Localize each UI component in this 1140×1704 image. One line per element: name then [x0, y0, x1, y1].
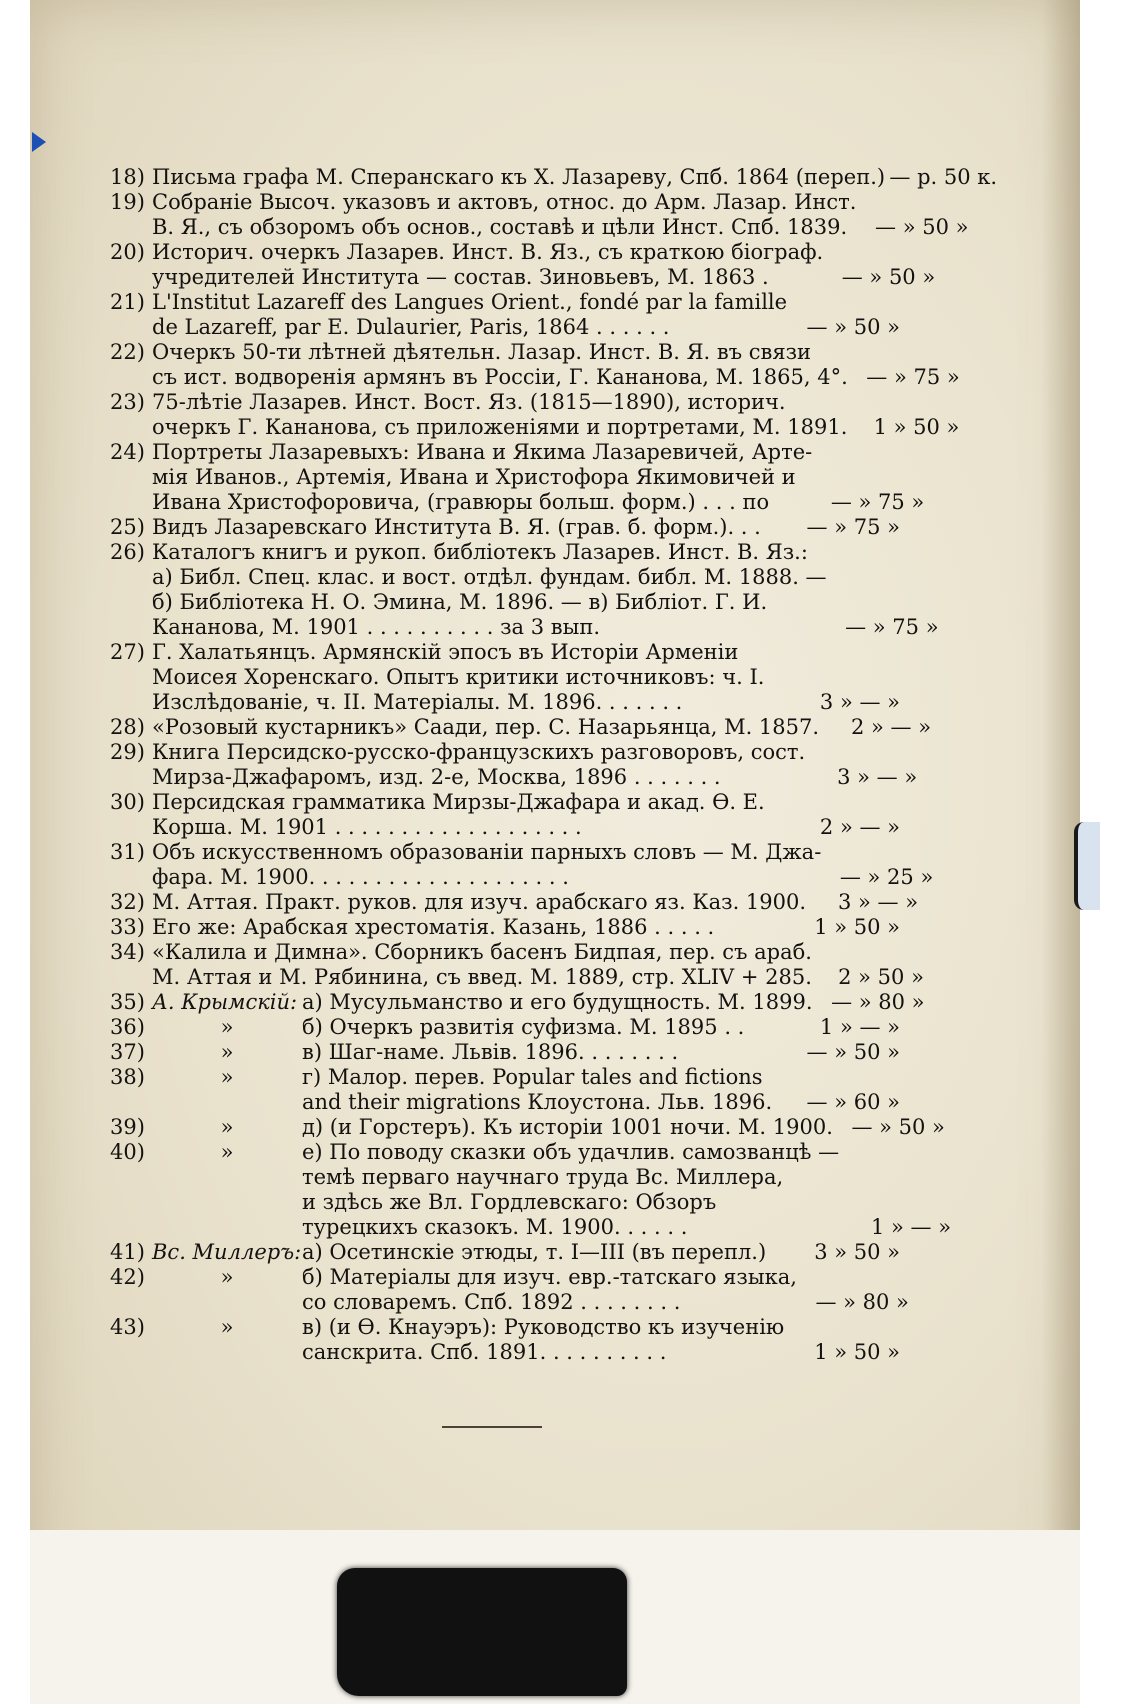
entry-text: М. Аттая и М. Рябинина, съ введ. М. 1889, стр. XLIV + 285.	[152, 965, 812, 989]
entry-price	[812, 940, 924, 965]
catalog-entry	[110, 1240, 900, 1265]
entry-line	[152, 215, 968, 240]
entry-line	[152, 540, 939, 565]
catalog-entry	[110, 240, 936, 290]
entry-number: 18)	[110, 165, 145, 189]
entry-text: L'Institut Lazareff des Langues Orient., fondé par la famille	[152, 290, 788, 314]
entry-price: 2 » 50 »	[838, 965, 924, 989]
entry-line	[302, 990, 925, 1015]
entry-number: 37)	[110, 1040, 145, 1064]
entry-text: очеркъ Г. Кананова, съ приложеніями и портретами, М. 1891.	[152, 415, 848, 439]
entry-line	[152, 240, 935, 265]
entry-number: 36)	[110, 1015, 145, 1039]
entry-text: е) По поводу сказки объ удачлив. самозванцѣ —	[302, 1140, 840, 1164]
entry-text: М. Аттая. Практ. руков. для изуч. арабскаго яз. Каз. 1900.	[152, 890, 807, 914]
entry-line	[152, 165, 997, 190]
entry-line	[152, 665, 900, 690]
entry-price: 1 » — »	[870, 1215, 952, 1239]
entry-line	[302, 1290, 909, 1315]
entry-price	[827, 590, 939, 615]
entry-number: 31)	[110, 840, 145, 864]
entry-line	[302, 1190, 951, 1215]
entry-text: б) Очеркъ развитія суфизма. М. 1895 . .	[302, 1015, 745, 1039]
entry-price: — » 60 »	[806, 1090, 900, 1114]
entry-price	[848, 340, 960, 365]
entry-author: »	[220, 1065, 234, 1089]
entry-text: «Калила и Димна». Сборникъ басенъ Бидпая, пер. съ араб.	[152, 940, 812, 964]
entry-text: 75-лѣтіе Лазарев. Инст. Вост. Яз. (1815—1890), историч.	[152, 390, 786, 414]
entry-line	[152, 365, 960, 390]
entry-text: Историч. очеркъ Лазарев. Инст. В. Яз., съ краткою біограф.	[152, 240, 824, 264]
entry-line	[152, 965, 924, 990]
catalog-entry	[110, 440, 925, 515]
entry-text: мія Иванов., Артемія, Ивана и Христофора Якимовичей и	[152, 465, 796, 489]
entry-number: 28)	[110, 715, 145, 739]
entry-price: — » 80 »	[831, 990, 925, 1014]
entry-price	[788, 1065, 900, 1090]
entry-price	[788, 640, 900, 665]
entry-price: — » 25 »	[839, 865, 934, 889]
catalog-entry	[110, 165, 998, 190]
entry-text: б) Библіотека Н. О. Эмина, М. 1896. — в) Библіот. Г. И.	[152, 590, 768, 614]
entry-price: — » 50 »	[806, 1040, 900, 1064]
entry-author: »	[220, 1115, 234, 1139]
entry-number: 19)	[110, 190, 145, 214]
entry-number: 24)	[110, 440, 145, 464]
entry-text: Мирза-Джафаромъ, изд. 2-е, Москва, 1896 . . . . . . .	[152, 765, 721, 789]
entry-text: а) Библ. Спец. клас. и вост. отдѣл. фундам. библ. М. 1888. —	[152, 565, 827, 589]
entry-line	[152, 615, 939, 640]
catalog-entry	[110, 540, 939, 640]
catalog-entry	[110, 740, 918, 790]
catalog-entries	[110, 165, 998, 1365]
catalog-entry	[110, 1315, 900, 1365]
entry-text: Кананова, М. 1901 . . . . . . . . . . за 3 вып.	[152, 615, 600, 639]
entry-line	[152, 715, 931, 740]
catalog-entry	[110, 190, 969, 240]
catalog-entry	[110, 1015, 900, 1040]
entry-text: Книга Персидско-русско-французскихъ разговоровъ, сост.	[152, 740, 806, 764]
catalog-entry	[110, 290, 900, 340]
entry-price: 3 » — »	[837, 890, 919, 914]
entry-line	[152, 690, 900, 715]
entry-line	[152, 590, 939, 615]
entry-line	[152, 515, 900, 540]
entry-number: 35)	[110, 990, 145, 1014]
entry-price: 2 » — »	[819, 815, 900, 839]
entry-line	[302, 1040, 900, 1065]
entry-line	[302, 1065, 900, 1090]
entry-price: — » 50 »	[875, 215, 969, 239]
entry-price	[788, 665, 900, 690]
entry-text: В. Я., съ обзоромъ объ основ., составѣ и цѣли Инст. Спб. 1839.	[152, 215, 848, 239]
entry-text: съ ист. водворенія армянъ въ Россіи, Г. Кананова, М. 1865, 4°.	[152, 365, 848, 389]
entry-line	[152, 890, 918, 915]
entry-price	[839, 1165, 951, 1190]
entry-price	[823, 240, 935, 265]
entry-line	[302, 1315, 900, 1340]
entry-text: и здѣсь же Вл. Гордлевскаго: Обзоръ	[302, 1190, 717, 1214]
entry-price: — » 75 »	[806, 515, 900, 539]
entry-number: 20)	[110, 240, 145, 264]
entry-text: de Lazareff, par E. Dulaurier, Paris, 1864 . . . . . .	[152, 315, 670, 339]
catalog-entry	[110, 990, 925, 1015]
entry-author: »	[220, 1265, 234, 1289]
catalog-entry	[110, 915, 900, 940]
entry-line	[152, 490, 924, 515]
entry-text: Каталогъ книгъ и рукоп. библіотекъ Лазарев. Инст. В. Яз.:	[152, 540, 808, 564]
blue-margin-mark	[32, 132, 46, 152]
catalog-entry	[110, 640, 900, 715]
entry-line	[302, 1140, 951, 1165]
entry-text: турецкихъ сказокъ. М. 1900. . . . . .	[302, 1215, 688, 1239]
entry-text: учредителей Института — состав. Зиновьевъ, М. 1863 .	[152, 265, 769, 289]
entry-text: фара. М. 1900. . . . . . . . . . . . . . . . . . . .	[152, 865, 569, 889]
entry-price	[847, 390, 959, 415]
entry-author: »	[220, 1040, 234, 1064]
catalog-entry	[110, 1065, 900, 1115]
entry-line	[152, 740, 917, 765]
entry-price	[812, 465, 924, 490]
catalog-entry	[110, 715, 932, 740]
entry-text: а) Мусульманство и его будущность. М. 1899.	[302, 990, 813, 1014]
entry-number: 32)	[110, 890, 145, 914]
entry-price	[821, 840, 933, 865]
entry-line	[152, 815, 900, 840]
entry-price: — » 50 »	[806, 315, 900, 339]
entry-number: 39)	[110, 1115, 145, 1139]
entry-number: 40)	[110, 1140, 145, 1164]
entry-price: — » 50 »	[841, 265, 936, 289]
entry-text: Видъ Лазаревскаго Института В. Я. (грав. б. форм.). . .	[152, 515, 761, 539]
entry-price	[827, 565, 939, 590]
catalog-entry	[110, 940, 924, 990]
catalog-entry	[110, 1140, 952, 1240]
catalog-entry	[110, 840, 934, 890]
entry-price: 3 » — »	[837, 765, 918, 789]
entry-text: Ивана Христофоровича, (гравюры больш. форм.) . . . по	[152, 490, 770, 514]
entry-price: — » 75 »	[866, 365, 960, 389]
entry-text: а) Осетинскіе этюды, т. I—III (въ перепл.)	[302, 1240, 767, 1264]
entry-price	[827, 540, 939, 565]
entry-price	[788, 790, 900, 815]
entry-text: Изслѣдованіе, ч. II. Матеріалы. М. 1896. . . . . . .	[152, 690, 683, 714]
entry-text: Его же: Арабская хрестоматія. Казань, 1886 . . . . .	[152, 915, 715, 939]
entry-price	[856, 190, 968, 215]
entry-line	[152, 865, 933, 890]
entry-line	[302, 1015, 900, 1040]
catalog-entry	[110, 1040, 900, 1065]
catalog-entry	[110, 390, 960, 440]
entry-line	[152, 765, 917, 790]
entry-text: Моисея Хоренскаго. Опытъ критики источниковъ: ч. I.	[152, 665, 765, 689]
entry-number: 41)	[110, 1240, 145, 1264]
entry-price	[797, 1265, 909, 1290]
entry-line	[152, 790, 900, 815]
entry-line	[152, 465, 924, 490]
entry-text: Объ искусственномъ образованіи парныхъ словъ — М. Джа-	[152, 840, 822, 864]
entry-number: 22)	[110, 340, 145, 364]
entry-price: 3 » — »	[819, 690, 900, 714]
entry-line	[152, 315, 900, 340]
entry-price	[839, 1140, 951, 1165]
entry-number: 42)	[110, 1265, 145, 1289]
catalog-entry	[110, 790, 900, 840]
entry-text: санскрита. Спб. 1891. . . . . . . . . .	[302, 1340, 667, 1364]
entry-number: 23)	[110, 390, 145, 414]
page-edge-shadow	[1042, 0, 1080, 1530]
entry-text: Персидская грамматика Мирзы-Джафара и акад. Ѳ. Е.	[152, 790, 765, 814]
entry-line	[152, 440, 924, 465]
entry-line	[302, 1115, 945, 1140]
entry-price: 1 » 50 »	[814, 1340, 900, 1364]
entry-author: »	[220, 1015, 234, 1039]
entry-price: — » 50 »	[851, 1115, 945, 1139]
entry-line	[152, 565, 939, 590]
entry-text: Очеркъ 50-ти лѣтней дѣятельн. Лазар. Инст. В. Я. въ связи	[152, 340, 812, 364]
entry-price	[812, 440, 924, 465]
entry-line	[152, 640, 900, 665]
page-tab-mark	[1074, 822, 1100, 910]
entry-number: 33)	[110, 915, 145, 939]
entry-price: 2 » — »	[850, 715, 932, 739]
entry-number: 43)	[110, 1315, 145, 1339]
entry-text: д) (и Горстеръ). Къ исторіи 1001 ночи. М. 1900.	[302, 1115, 833, 1139]
entry-price: — » 80 »	[815, 1290, 909, 1314]
entry-line	[152, 915, 900, 940]
entry-text: Портреты Лазаревыхъ: Ивана и Якима Лазаревичей, Арте-	[152, 440, 813, 464]
entry-line	[152, 415, 959, 440]
entry-line	[302, 1215, 951, 1240]
entry-number: 26)	[110, 540, 145, 564]
entry-number: 38)	[110, 1065, 145, 1089]
entry-line	[152, 940, 924, 965]
entry-text: в) Шаг-наме. Львів. 1896. . . . . . . .	[302, 1040, 679, 1064]
entry-price: — » 75 »	[845, 615, 939, 639]
entry-author: »	[220, 1315, 234, 1339]
entry-line	[302, 1240, 900, 1265]
entry-author: А. Крымскій:	[152, 990, 298, 1014]
entry-price: 1 » — »	[819, 1015, 900, 1039]
entry-price	[788, 290, 900, 315]
entry-line	[152, 840, 933, 865]
closing-rule	[442, 1426, 542, 1428]
entry-line	[152, 190, 968, 215]
entry-line	[152, 265, 935, 290]
entry-price	[788, 1315, 900, 1340]
catalog-entry	[110, 1115, 945, 1140]
entry-line	[152, 290, 900, 315]
entry-text: Г. Халатьянцъ. Армянскій эпосъ въ Исторіи Арменіи	[152, 640, 739, 664]
ink-stamp	[337, 1568, 627, 1696]
entry-price: 1 » 50 »	[873, 415, 960, 439]
entry-price	[805, 740, 917, 765]
entry-text: г) Малор. перев. Popular tales and fictions	[302, 1065, 763, 1089]
entry-text: «Розовый кустарникъ» Саади, пер. С. Назарьянца, М. 1857.	[152, 715, 820, 739]
entry-line	[302, 1165, 951, 1190]
entry-number: 21)	[110, 290, 145, 314]
entry-number: 27)	[110, 640, 145, 664]
catalog-entry	[110, 340, 960, 390]
entry-price: 3 » 50 »	[814, 1240, 900, 1264]
catalog-entry	[110, 890, 919, 915]
entry-text: Собраніе Высоч. указовъ и актовъ, относ. до Арм. Лазар. Инст.	[152, 190, 857, 214]
entry-price: — р. 50 к.	[889, 165, 998, 189]
entry-number: 25)	[110, 515, 145, 539]
entry-line	[152, 340, 960, 365]
catalog-entry	[110, 1265, 909, 1315]
entry-text: со словаремъ. Спб. 1892 . . . . . . . .	[302, 1290, 681, 1314]
entry-line	[302, 1265, 909, 1290]
entry-price: — » 75 »	[830, 490, 925, 514]
entry-line	[302, 1090, 900, 1115]
entry-text: Корша. М. 1901 . . . . . . . . . . . . . . . . . . .	[152, 815, 582, 839]
entry-line	[152, 390, 959, 415]
entry-author: »	[220, 1140, 234, 1164]
entry-text: Письма графа М. Сперанскаго къ Х. Лазареву, Спб. 1864 (переп.)	[152, 165, 886, 189]
entry-text: в) (и Ѳ. Кнауэръ): Руководство къ изученію	[302, 1315, 785, 1339]
entry-price: 1 » 50 »	[814, 915, 900, 939]
entry-author: Вс. Миллеръ:	[152, 1240, 302, 1264]
catalog-entry	[110, 515, 900, 540]
entry-text: and their migrations Клоустона. Льв. 1896.	[302, 1090, 773, 1114]
entry-text: темѣ перваго научнаго труда Вс. Миллера,	[302, 1165, 784, 1189]
entry-number: 34)	[110, 940, 145, 964]
entry-number: 30)	[110, 790, 145, 814]
entry-line	[302, 1340, 900, 1365]
entry-number: 29)	[110, 740, 145, 764]
entry-text: б) Матеріалы для изуч. евр.-татскаго языка,	[302, 1265, 797, 1289]
entry-price	[839, 1190, 951, 1215]
